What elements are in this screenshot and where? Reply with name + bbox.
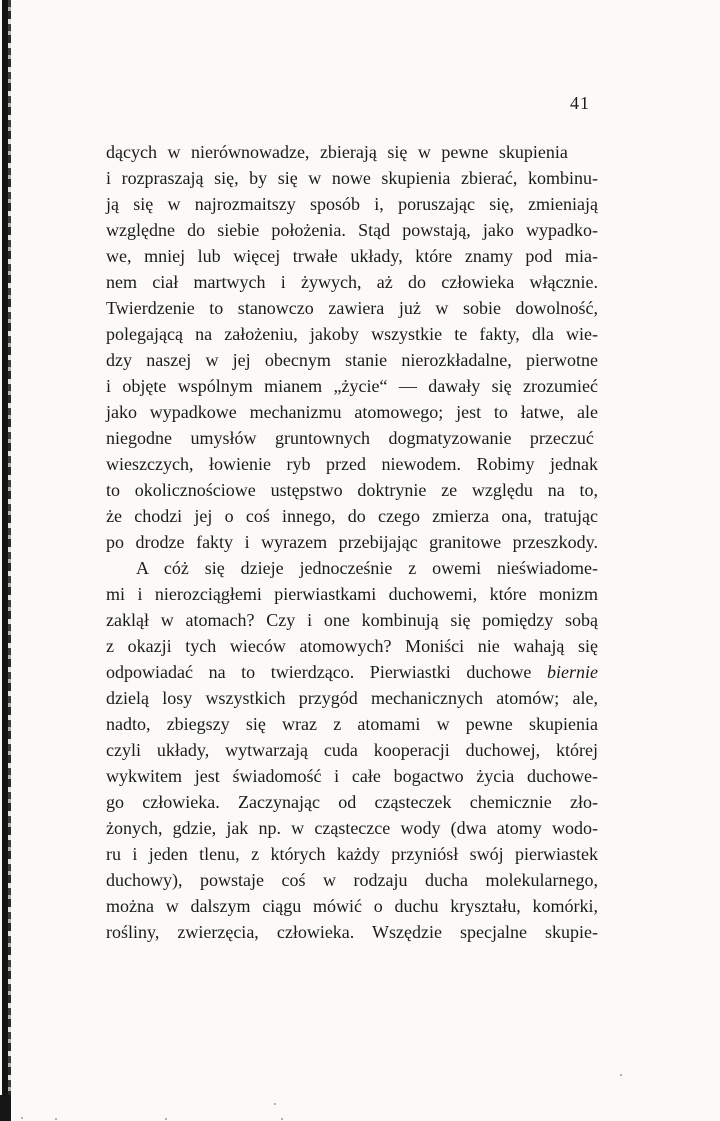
text-line-content: i rozpraszają się, by się w nowe skupienia zbierać, kombinu- [106, 168, 598, 188]
text-line-content: ru i jeden tlenu, z których każdy przyniósł swój pierwiastek [106, 844, 598, 864]
text-line [106, 139, 598, 165]
text-line-content: i objęte wspólnym mianem „życie“ — dawały się zrozumieć [106, 376, 598, 396]
text-line-paragraph-start [106, 555, 598, 581]
text-line-text: A cóż się dzieje jednocześnie z owemi nieświadome- [136, 558, 599, 578]
scan-speck [274, 1103, 276, 1105]
binding-shadow-foot [0, 1095, 11, 1121]
text-line [106, 815, 598, 841]
text-line [106, 685, 598, 711]
text-line-content: nem ciał martwych i żywych, aż do człowieka włącznie. [106, 272, 598, 292]
text-line-content: duchowy), powstaje coś w rodzaju ducha molekularnego, [106, 870, 598, 890]
text-line [106, 191, 598, 217]
text-line [106, 165, 598, 191]
text-line-content: zaklął w atomach? Czy i one kombinują się pomiędzy sobą [106, 610, 598, 630]
text-line-content: rośliny, zwierzęcia, człowieka. Wszędzie specjalne skupie- [106, 922, 599, 942]
scan-speck [620, 1074, 622, 1076]
text-line-content: jako wypadkowe mechanizmu atomowego; jest to łatwe, ale [106, 402, 598, 422]
text-line [106, 919, 598, 945]
text-line-content: po drodze fakty i wyrazem przebijając granitowe przeszkody. [106, 532, 598, 552]
binding-shadow-ragged-edge [8, 0, 11, 1121]
text-line [106, 295, 598, 321]
text-line [106, 581, 598, 607]
text-line [106, 347, 598, 373]
text-line [106, 763, 598, 789]
text-line [106, 269, 598, 295]
text-line [106, 425, 598, 451]
text-line-content: można w dalszym ciągu mówić o duchu kryształu, komórki, [106, 896, 598, 916]
text-line [106, 867, 598, 893]
scan-speck [21, 1117, 23, 1119]
text-line-content: Twierdzenie to stanowczo zawiera już w sobie dowolność, [106, 298, 599, 318]
text-line-content: niegodne umysłów gruntownych dogmatyzowanie przeczuć [106, 428, 594, 448]
text-line-content: to okolicznościowe ustępstwo doktrynie ze względu na to, [106, 480, 598, 500]
scan-speck [55, 1118, 57, 1120]
text-line-content: go człowieka. Zaczynając od cząsteczek chemicznie zło- [106, 792, 598, 812]
text-line-content [106, 662, 598, 682]
text-line-content: dzy naszej w jej obecnym stanie nierozkładalne, pierwotne [106, 350, 599, 370]
text-line [106, 399, 598, 425]
text-line [106, 243, 598, 269]
text-line-content: ją się w najrozmaitszy sposób i, poruszając się, zmieniają [106, 194, 599, 214]
text-line [106, 451, 598, 477]
text-line-content: polegającą na założeniu, jakoby wszystkie te fakty, dla wie- [106, 324, 599, 344]
text-line [106, 841, 598, 867]
text-line [106, 321, 598, 347]
text-line [106, 607, 598, 633]
text-line-content [106, 558, 598, 578]
text-line [106, 503, 598, 529]
text-line [106, 711, 598, 737]
text-line-content: że chodzi jej o coś innego, do czego zmierza ona, tratując [106, 506, 599, 526]
text-line [106, 789, 598, 815]
text-block [106, 139, 598, 945]
italic-word: biernie [546, 662, 598, 682]
text-line [106, 893, 598, 919]
text-line-with-italic [106, 659, 598, 685]
text-line-content: względne do siebie położenia. Stąd powstają, jako wypadko- [106, 220, 599, 240]
text-line [106, 633, 598, 659]
scan-speck [281, 1118, 283, 1120]
page-number: 41 [570, 93, 590, 113]
text-line-content: wieszczych, łowienie ryb przed niewodem. Robimy jednak [106, 454, 598, 474]
text-line-content: mi i nierozciągłemi pierwiastkami duchowemi, które monizm [106, 584, 599, 604]
text-line-content: żonych, gdzie, jak np. w cząsteczce wody (dwa atomy wodo- [106, 818, 598, 838]
text-line-content: nadto, zbiegszy się wraz z atomami w pewne skupienia [106, 714, 598, 734]
text-line-text: odpowiadać na to twierdząco. Pierwiastki duchowe [106, 662, 547, 682]
text-line-content: dących w nierównowadze, zbierają się w pewne skupienia [106, 142, 568, 162]
text-line [106, 529, 598, 555]
text-line [106, 737, 598, 763]
text-line [106, 217, 598, 243]
text-line-content: wykwitem jest świadomość i całe bogactwo życia duchowe- [106, 766, 598, 786]
scan-speck [165, 1118, 167, 1120]
text-line [106, 477, 598, 503]
text-line-content: czyli układy, wytwarzają cuda kooperacji duchowej, której [106, 740, 598, 760]
text-line-content: we, mniej lub więcej trwałe układy, które znamy pod mia- [106, 246, 599, 266]
text-line-content: dzielą losy wszystkich przygód mechanicznych atomów; ale, [106, 688, 598, 708]
text-line [106, 373, 598, 399]
text-line-content: z okazji tych wieców atomowych? Moniści nie wahają się [106, 636, 598, 656]
